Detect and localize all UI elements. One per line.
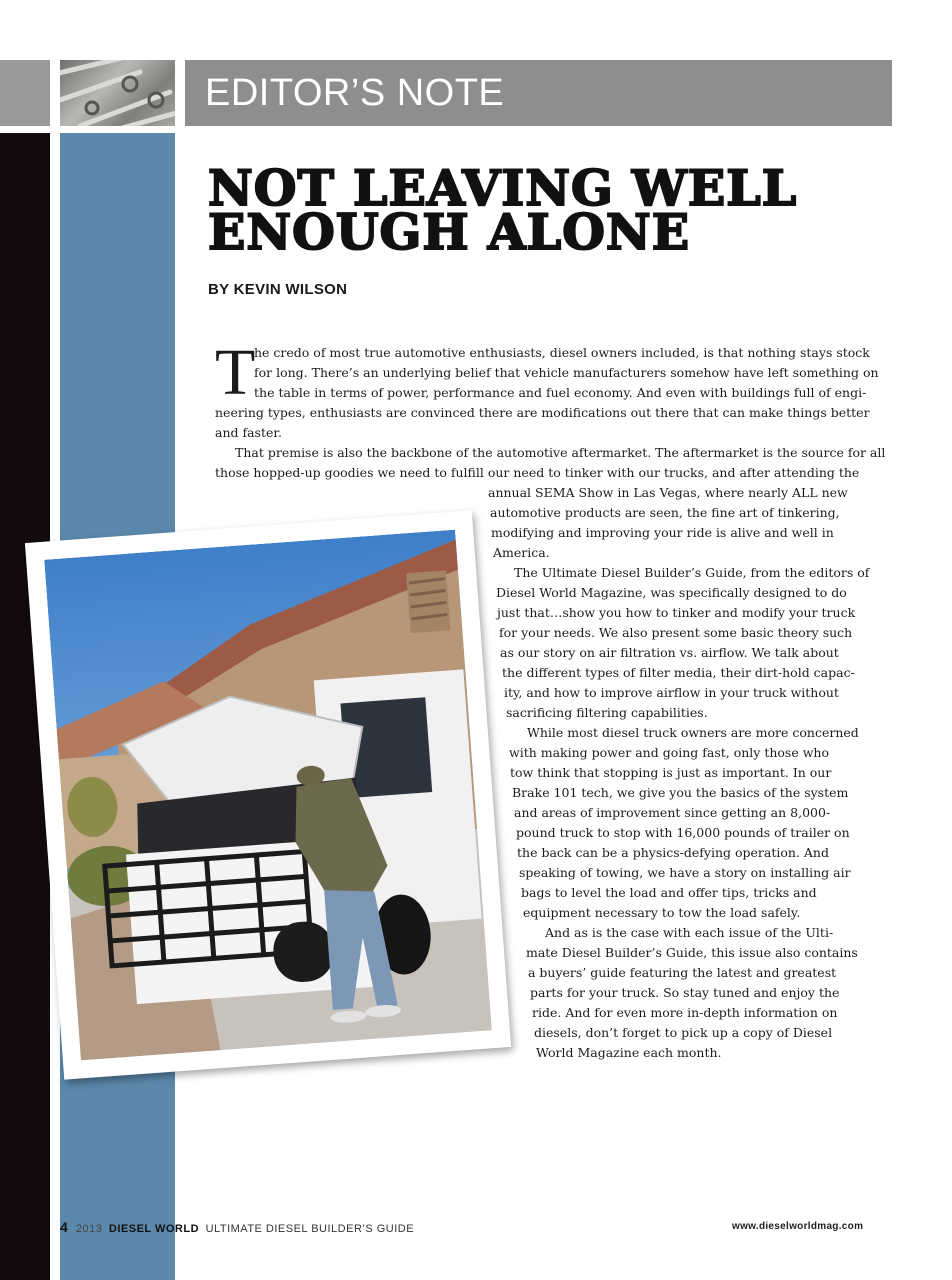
body-line: with making power and going fast, only those who xyxy=(509,745,829,760)
body-line: as our story on air filtration vs. airflow. We talk about xyxy=(500,645,839,660)
page-number: 4 xyxy=(60,1219,69,1235)
body-line: Brake 101 tech, we give you the basics of the system xyxy=(512,785,849,800)
body-line: That premise is also the backbone of the automotive aftermarket. The aftermarket is the source for all xyxy=(235,445,886,460)
body-line: just that…show you how to tinker and modify your truck xyxy=(497,605,856,620)
body-line: While most diesel truck owners are more concerned xyxy=(527,725,859,740)
body-line: for your needs. We also present some basic theory such xyxy=(499,625,853,640)
body-line: diesels, don’t forget to pick up a copy of Diesel xyxy=(534,1025,833,1040)
section-header-band xyxy=(185,60,892,126)
body-line: the back can be a physics-defying operation. And xyxy=(517,845,829,860)
body-line: for long. There’s an underlying belief that vehicle manufacturers somehow have left something on xyxy=(254,365,879,380)
body-line: and areas of improvement since getting an 8,000- xyxy=(514,805,831,820)
body-line: equipment necessary to tow the load safely. xyxy=(523,905,801,920)
truck-photo xyxy=(44,530,492,1061)
body-line: And as is the case with each issue of the Ulti- xyxy=(545,925,834,940)
body-line: World Magazine each month. xyxy=(536,1045,722,1060)
drop-cap: T xyxy=(215,336,256,409)
body-line: neering types, enthusiasts are convinced there are modifications out there that can make things better xyxy=(215,405,870,420)
body-line: speaking of towing, we have a story on installing air xyxy=(519,865,851,880)
footer-magazine-name: DIESEL WORLD xyxy=(108,1223,200,1235)
body-line: ride. And for even more in-depth information on xyxy=(532,1005,838,1020)
footer-left xyxy=(60,1219,414,1235)
body-line: annual SEMA Show in Las Vegas, where nearly ALL new xyxy=(488,485,848,500)
body-line: tow think that stopping is just as important. In our xyxy=(510,765,832,780)
headline-line-2: ENOUGH ALONE xyxy=(208,203,691,261)
footer-website-link[interactable]: www.dieselworldmag.com xyxy=(732,1221,864,1232)
footer-year: 2013 xyxy=(75,1223,103,1235)
body-line: ity, and how to improve airflow in your truck without xyxy=(504,685,839,700)
body-line: pound truck to stop with 16,000 pounds of trailer on xyxy=(516,825,850,840)
body-line: a buyers’ guide featuring the latest and greatest xyxy=(528,965,837,980)
truck-scene-image xyxy=(44,530,492,1061)
article-headline xyxy=(208,159,888,261)
body-line: the table in terms of power, performance and fuel economy. And even with buildings full of engi- xyxy=(254,385,867,400)
header-gray-block xyxy=(0,60,50,126)
headline-line-1: NOT LEAVING WELL xyxy=(208,159,798,217)
section-label: EDITOR’S NOTE xyxy=(205,72,505,114)
body-line: those hopped-up goodies we need to fulfill our need to tinker with our trucks, and after attending the xyxy=(215,465,860,480)
body-line: mate Diesel Builder’s Guide, this issue also contains xyxy=(526,945,858,960)
photo-frame xyxy=(25,510,511,1079)
body-line: modifying and improving your ride is alive and well in xyxy=(491,525,834,540)
body-line: The Ultimate Diesel Builder’s Guide, from the editors of xyxy=(514,565,870,580)
body-line: sacrificing filtering capabilities. xyxy=(506,705,708,720)
body-line: Diesel World Magazine, was specifically designed to do xyxy=(496,585,847,600)
wrench-icon xyxy=(60,60,175,126)
body-line: automotive products are seen, the fine art of tinkering, xyxy=(490,505,840,520)
body-line: America. xyxy=(493,545,550,560)
byline: BY KEVIN WILSON xyxy=(208,281,348,298)
body-line: parts for your truck. So stay tuned and enjoy the xyxy=(530,985,840,1000)
body-line: he credo of most true automotive enthusiasts, diesel owners included, is that nothing stays stock xyxy=(254,345,870,360)
footer-guide-name: ULTIMATE DIESEL BUILDER’S GUIDE xyxy=(205,1223,415,1235)
body-line: the different types of filter media, their dirt-hold capac- xyxy=(502,665,855,680)
body-line: and faster. xyxy=(215,425,282,440)
tools-image xyxy=(60,60,175,126)
body-line: bags to level the load and offer tips, tricks and xyxy=(521,885,817,900)
